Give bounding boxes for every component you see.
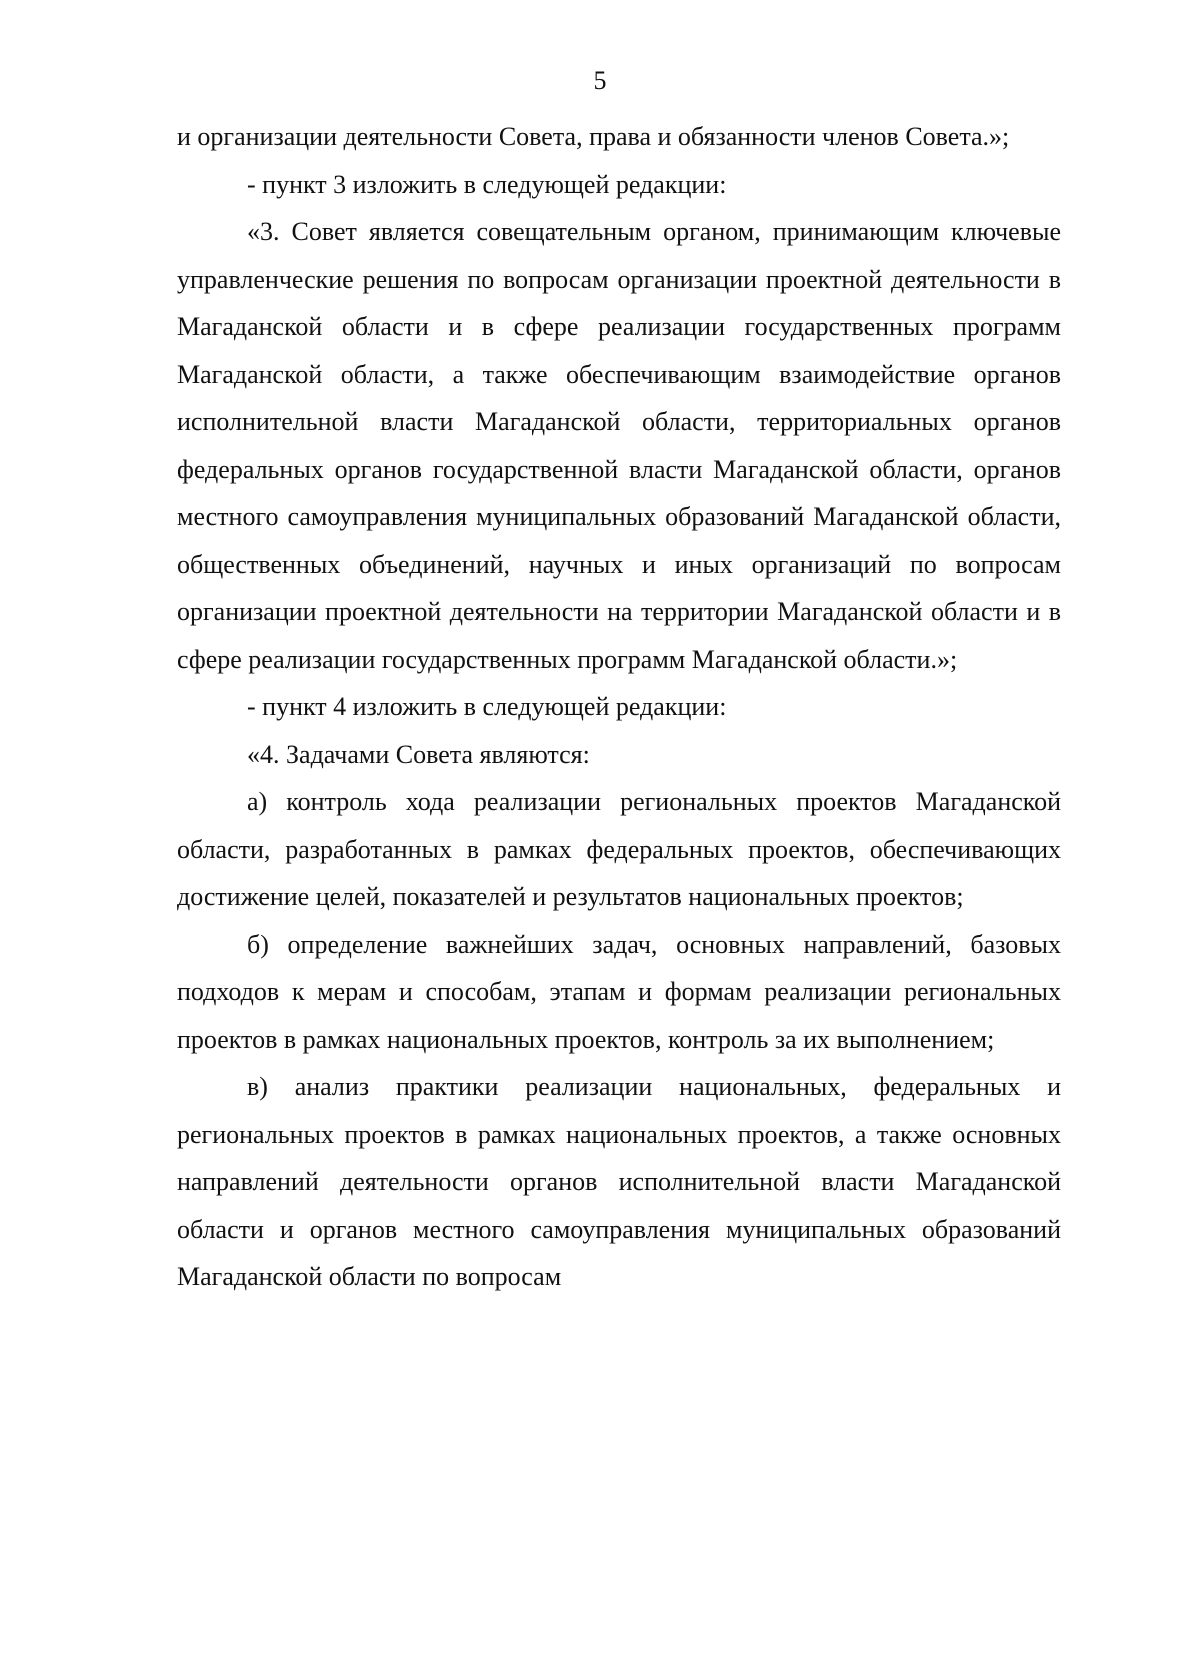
page-number: 5 [593, 66, 607, 95]
paragraph-continuation: и организации деятельности Совета, права и обязанности членов Совета.»; [177, 122, 1010, 151]
paragraph-item-3-text: «3. Совет является совещательным органом, принимающим ключевые управленческие решения по вопросам организации проектной деятельности в Магаданской области и в сфере реализации государственных программ Магаданской области, а также обеспечивающим взаимодействие органов исполнительной власти Магаданской области, территориальных органов федеральных органов государственной власти Магаданской области, органов местного самоуправления муниципальных образований Магаданской области, общественных объединений, научных и иных организаций по вопросам организации проектной деятельности на территории Магаданской области и в сфере реализации государственных программ Магаданской области.»; [177, 217, 1061, 674]
paragraph-task-v: в) анализ практики реализации национальных, федеральных и региональных проектов в рамках национальных проектов, а также основных направлений деятельности органов исполнительной власти Магаданской области и органов местного самоуправления муниципальных образований Магаданской области по вопросам [177, 1072, 1061, 1291]
paragraph-item-4-heading: «4. Задачами Совета являются: [247, 739, 590, 769]
paragraph-task-a: а) контроль хода реализации региональных проектов Магаданской области, разработанных в рамках федеральных проектов, обеспечивающих достижение целей, показателей и результатов национальных проектов; [177, 787, 1061, 911]
paragraph-task-b: б) определение важнейших задач, основных направлений, базовых подходов к мерам и способам, этапам и формам реализации региональных проектов в рамках национальных проектов, контроль за их выполнением; [177, 929, 1061, 1054]
document-body [177, 113, 1061, 1301]
paragraph-item-3-instruction: - пункт 3 изложить в следующей редакции: [247, 169, 727, 199]
paragraph-item-4-instruction: - пункт 4 изложить в следующей редакции: [247, 692, 727, 721]
